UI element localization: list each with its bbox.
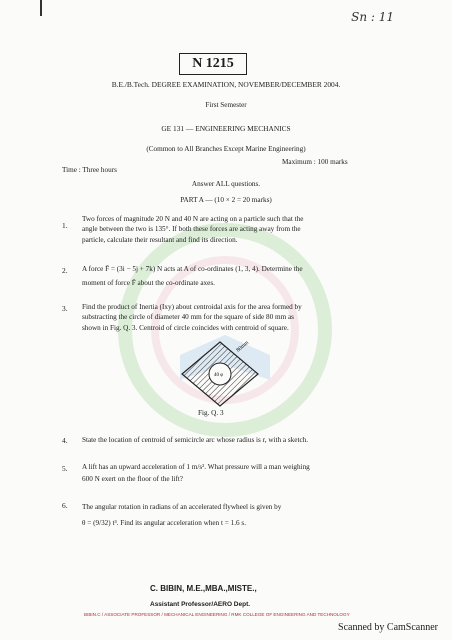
question-2-text xyxy=(82,262,372,290)
square-label: 80mm xyxy=(235,339,251,354)
question-4-text xyxy=(82,435,372,445)
question-1-line: Two forces of magnitude 20 N and 40 N are acting on a particle such that the xyxy=(82,215,304,223)
question-2-line: A force F̄ = (3i − 5j + 7k) N acts at A of co-ordinates (1, 3, 4). Determine the xyxy=(82,265,303,273)
instruction: Answer ALL questions. xyxy=(191,180,261,188)
part-heading: PART A — (10 × 2 = 20 marks) xyxy=(180,196,272,204)
max-marks: Maximum : 100 marks xyxy=(282,158,348,166)
scanner-watermark: Scanned by CamScanner xyxy=(338,622,438,633)
handwritten-note: Sn : 11 xyxy=(351,10,394,24)
question-3-line: substracting the circle of diameter 40 mm for the square of side 80 mm as xyxy=(82,313,294,322)
question-4-line: State the location of centroid of semicircle arc whose radius is r, with a sketch. xyxy=(82,436,309,444)
question-2-number: 2. xyxy=(62,266,68,275)
question-3-text xyxy=(82,302,372,333)
figure-q3 xyxy=(176,338,268,410)
course-title: GE 131 — ENGINEERING MECHANICS xyxy=(161,124,291,133)
scan-edge-mark xyxy=(40,0,42,16)
question-3-line: shown in Fig. Q. 3. Centroid of circle coincides with centroid of square. xyxy=(82,323,289,332)
question-6-line: θ = (9/32) t³. Find its angular acceleration when t = 1.6 s. xyxy=(82,519,247,527)
footer-credit: BIBIN.C / ASSOCIATE PROFESSOR / MECHANICAL ENGINEERING / RMK COLLEGE OF ENGINEERING AND TECHNOLOGY xyxy=(84,612,350,617)
applicability: (Common to All Branches Except Marine Engineering) xyxy=(146,145,306,153)
question-3-number: 3. xyxy=(62,304,68,313)
question-4-number: 4. xyxy=(62,436,68,445)
signature-role: Assistant Professor/AERO Dept. xyxy=(150,601,251,608)
question-3-line: Find the product of Inertia (Ixy) about centroidal axis for the area formed by xyxy=(82,303,302,311)
exam-title: B.E./B.Tech. DEGREE EXAMINATION, NOVEMBER/DECEMBER 2004. xyxy=(111,80,341,89)
question-1-line: particle, calculate their resultant and find its direction. xyxy=(82,235,238,244)
signature-name: C. BIBIN, M.E.,MBA.,MISTE., xyxy=(150,584,257,593)
semester: First Semester xyxy=(205,101,247,109)
question-5-text xyxy=(82,461,372,485)
circle-label: 40 φ xyxy=(214,373,224,378)
question-6-line: The angular rotation in radians of an accelerated flywheel is given by xyxy=(82,503,282,511)
question-1-text xyxy=(82,214,372,245)
paper-code: N 1215 xyxy=(179,53,247,75)
question-1-number: 1. xyxy=(62,221,68,230)
question-5-line: 600 N exert on the floor of the lift? xyxy=(82,475,183,483)
question-5-line: A lift has an upward acceleration of 1 m/s². What pressure will a man weighing xyxy=(82,463,310,471)
question-1-line: angle between the two is 135°. If both these forces are acting away from the xyxy=(82,225,301,234)
question-5-number: 5. xyxy=(62,464,68,473)
question-2-line: moment of force F̄ about the co-ordinate axes. xyxy=(82,279,215,287)
question-6-number: 6. xyxy=(62,501,68,510)
question-6-text xyxy=(82,499,372,531)
figure-caption: Fig. Q. 3 xyxy=(198,409,224,417)
time-allowed: Time : Three hours xyxy=(62,166,117,174)
